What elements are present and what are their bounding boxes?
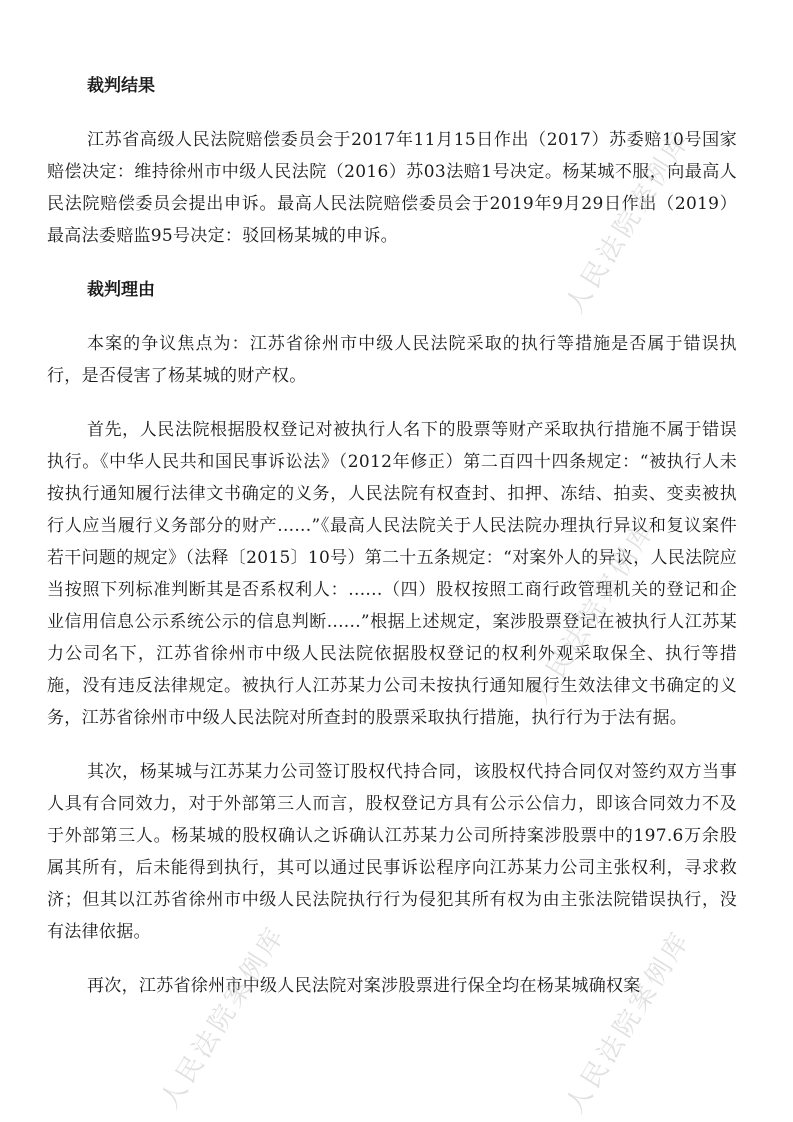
reasoning-paragraph-1: 本案的争议焦点为：江苏省徐州市中级人民法院采取的执行等措施是否属于错误执行，是否侵害了杨某城的财产权。 — [47, 334, 737, 386]
section-heading-judgment-reasoning: 裁判理由 — [87, 280, 155, 300]
watermark: 人民法院案例库 — [525, 515, 662, 710]
reasoning-paragraph-4: 再次，江苏省徐州市中级人民法院对案涉股票进行保全均在杨某城确权案 — [87, 976, 641, 996]
reasoning-paragraph-2: 首先，人民法院根据股权登记对被执行人名下的股票等财产采取执行措施不属于错误执行。《中华人民共和国民事诉讼法》（2012年修正）第二百四十四条规定：“被执行人未按执行通知履行法律文书确定的义务，人民法院有权查封、扣押、冻结、拍卖、变卖被执行人应当履行义务部分的财产......”《最高人民法院关于人民法院办理执行异议和复议案件若干问题的规定》（法释〔2015〕10号）第二十五条规定：“对案外人的异议，人民法院应当按照下列标准判断其是否系权利人：......（四）股权按照工商行政管理机关的登记和企业信用信息公示系统公示的信息判断......”根据上述规定，案涉股票登记在被执行人江苏某力公司名下，江苏省徐州市中级人民法院依据股权登记的权利外观采取保全、执行等措施，没有违反法律规定。被执行人江苏某力公司未按执行通知履行生效法律文书确定的义务，江苏省徐州市中级人民法院对所查封的股票采取执行措施，执行行为于法有据。 — [47, 420, 737, 728]
reasoning-paragraph-3: 其次，杨某城与江苏某力公司签订股权代持合同，该股权代持合同仅对签约双方当事人具有合同效力，对于外部第三人而言，股权登记方具有公示公信力，即该合同效力不及于外部第三人。杨某城的股权确认之诉确认江苏某力公司所持案涉股票中的197.6万余股属其所有，后未能得到执行，其可以通过民事诉讼程序向江苏某力公司主张权利，寻求救济；但其以江苏省徐州市中级人民法院执行行为侵犯其所有权为由主张法院错误执行，没有法律依据。 — [47, 762, 737, 942]
watermark: 人民法院案例库 — [155, 920, 292, 1115]
watermark: 人民法院案例库 — [560, 925, 697, 1120]
watermark: 人民法院案例库 — [560, 125, 697, 320]
document-body — [47, 70, 737, 1024]
section-heading-judgment-result: 裁判结果 — [87, 76, 155, 96]
judgment-result-paragraph: 江苏省高级人民法院赔偿委员会于2017年11月15日作出（2017）苏委赔10号国家赔偿决定：维持徐州市中级人民法院（2016）苏03法赔1号决定。杨某城不服，向最高人民法院赔偿委员会提出申诉。最高人民法院赔偿委员会于2019年9月29日作出（2019）最高法委赔监95号决定：驳回杨某城的申诉。 — [47, 130, 737, 246]
